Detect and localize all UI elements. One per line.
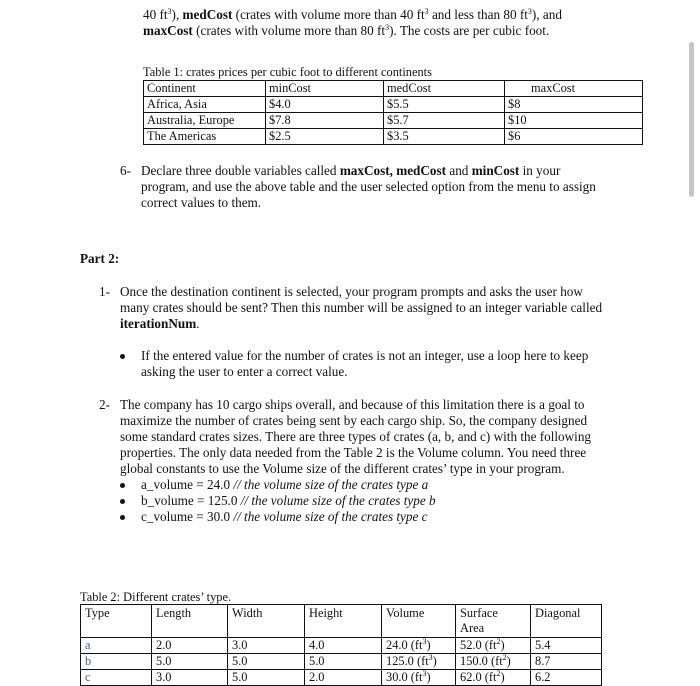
table-cell: 52.0 $(ft^2)$ [456, 638, 531, 654]
table-row [81, 638, 602, 654]
table1 [143, 80, 643, 145]
part2-item2-line: some standard crates sizes. There are three types of crates (a, b, and c) with the following [120, 429, 592, 444]
bullet-icon [120, 499, 125, 504]
table-cell: Africa, Asia [144, 97, 266, 113]
table2-caption: Table 2: Different crates’ type. [80, 590, 232, 604]
table-row [144, 129, 643, 145]
part2-bullet1-line-1: If the entered value for the number of crates is not an integer, use a loop here to keep [141, 348, 589, 363]
table-cell: Australia, Europe [144, 113, 266, 129]
constant-a-volume: a_volume = 24.0 // the volume size of the crates type a [141, 477, 429, 492]
part2-item2-line: properties. The only data needed from the Table 2 is the Volume column. You need three [120, 445, 587, 460]
table-cell: c [81, 670, 152, 686]
item6-line-1: Declare three double variables called maxCost, medCost and minCost in your [141, 163, 561, 178]
table-row [81, 670, 602, 686]
intro-line-2: maxCost (crates with volume more than 80 $ft^3$). The costs are per cubic foot. [143, 23, 550, 38]
table-cell: 24.0 $(ft^3)$ [382, 638, 456, 654]
part2-item2-line: The company has 10 cargo ships overall, and because of this limitation there is a goal to [120, 397, 585, 412]
part2-item1-number: 1- [99, 284, 110, 299]
part2-bullet1-line-2: asking the user to enter a correct value. [141, 364, 348, 379]
table2-header-cell: Width [228, 605, 305, 638]
table2-header-cell: Diagonal [531, 605, 602, 638]
table2-header-surface: Surface [460, 606, 498, 620]
bullet-icon [120, 515, 125, 520]
table2-header-cell: Length [152, 605, 228, 638]
table2-header-row [81, 605, 602, 638]
table-cell: $3.5 [384, 129, 505, 145]
table-cell: a [81, 638, 152, 654]
table-cell: 150.0 $(ft^2)$ [456, 654, 531, 670]
table1-header-cell: minCost [266, 81, 384, 97]
intro-line-1: 40 $ft^3$), medCost (crates with volume more than 40 $ft^3$ and less than 80 $ft^3$), and [143, 7, 562, 22]
table2 [80, 604, 602, 686]
table-cell: 5.0 [228, 670, 305, 686]
table-cell: 3.0 [228, 638, 305, 654]
table-cell: 30.0 $(ft^3)$ [382, 670, 456, 686]
table-cell: 6.2 [531, 670, 602, 686]
table-cell: $2.5 [266, 129, 384, 145]
constant-c-volume: c_volume = 30.0 // the volume size of the crates type c [141, 509, 428, 524]
item6-number: 6- [120, 163, 131, 178]
table-cell: b [81, 654, 152, 670]
table-row [81, 654, 602, 670]
table-cell: 8.7 [531, 654, 602, 670]
table-cell: 4.0 [305, 638, 382, 654]
part2-item1-line-1: Once the destination continent is selected, your program prompts and asks the user how [120, 284, 583, 299]
table-cell: $5.7 [384, 113, 505, 129]
table-row [144, 97, 643, 113]
table1-header-cell: maxCost [505, 81, 643, 97]
table1-header-cell: medCost [384, 81, 505, 97]
constant-b-volume: b_volume = 125.0 // the volume size of the crates type b [141, 493, 436, 508]
table2-header-cell: Volume [382, 605, 456, 638]
table2-header-cell [456, 605, 531, 638]
table-cell: $4.0 [266, 97, 384, 113]
table-cell: The Americas [144, 129, 266, 145]
table-cell: 62.0 $(ft^2)$ [456, 670, 531, 686]
table1-header-row [144, 81, 643, 97]
part2-item1-line-2: many crates should be sent? Then this number will be assigned to an integer variable called [120, 300, 603, 315]
table-cell: 5.0 [305, 654, 382, 670]
table-cell: 2.0 [152, 638, 228, 654]
table-cell: $7.8 [266, 113, 384, 129]
scrollbar-thumb[interactable] [689, 42, 694, 197]
bullet-icon [120, 354, 125, 359]
table-cell: 5.4 [531, 638, 602, 654]
bullet-icon [120, 483, 125, 488]
table-cell: $6 [505, 129, 643, 145]
table-cell: 5.0 [228, 654, 305, 670]
part2-heading: Part 2: [80, 251, 120, 266]
table-cell: 5.0 [152, 654, 228, 670]
table1-caption: Table 1: crates prices per cubic foot to different continents [143, 65, 432, 79]
table2-header-cell: Height [305, 605, 382, 638]
table-cell: $10 [505, 113, 643, 129]
part2-item1-line-3: iterationNum. [120, 316, 200, 331]
table2-header-area: Area [460, 621, 485, 635]
table-cell: $5.5 [384, 97, 505, 113]
table2-header-cell: Type [81, 605, 152, 638]
table1-header-cell: Continent [144, 81, 266, 97]
item6-line-2: program, and use the above table and the user selected option from the menu to assign [141, 179, 596, 194]
part2-item2-line: global constants to use the Volume size of the different crates’ type in your program. [120, 461, 565, 476]
table-row [144, 113, 643, 129]
table-cell: $8 [505, 97, 643, 113]
item6-line-3: correct values to them. [141, 195, 262, 210]
table-cell: 3.0 [152, 670, 228, 686]
part2-item2-number: 2- [99, 397, 110, 412]
part2-item2-line: maximize the number of crates being sent by each cargo ship. So, the company designed [120, 413, 588, 428]
table-cell: 125.0 $(ft^3)$ [382, 654, 456, 670]
table-cell: 2.0 [305, 670, 382, 686]
